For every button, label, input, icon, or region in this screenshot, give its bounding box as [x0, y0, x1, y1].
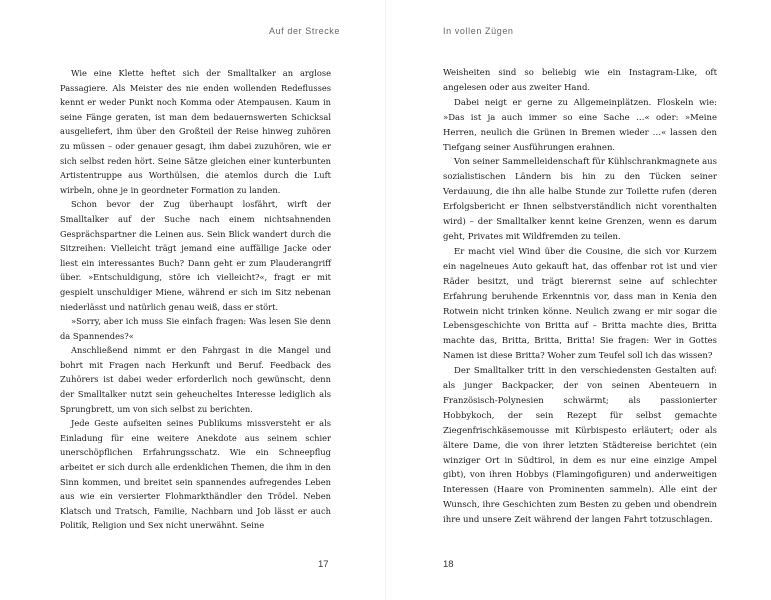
- page-number-right: 18: [443, 559, 454, 570]
- paragraph: Anschließend nimmt er den Fahrgast in die Mangel und bohrt mit Fragen nach Herkunft und Beruf. Feedback des Zuhörers ist dabei weder erforderlich noch gewünscht, denn der Smalltalker nutzt sein geheucheltes Interesse lediglich als Sprungbrett, um von sich selbst zu berichten.: [60, 345, 331, 414]
- paragraph: Schon bevor der Zug überhaupt losfährt, wirft der Smalltalker auf der Suche nach einem nichtsahnenden Gesprächspartner die Leinen aus. Sein Blick wandert durch die Sitzreihen: Vielleicht trägt jemand eine auffällige Jacke oder liest ein interessantes Buch? Dann geht er zum Plauderangriff über. »Entschuldigung, störe ich vielleicht?«, fragt er mit gespielt unschuldiger Miene, während er sich im Sitz nebenan niederlässt und natürlich genau weiß, dass er stört.: [60, 199, 331, 312]
- paragraph: Er macht viel Wind über die Cousine, die sich vor Kurzem ein nagelneues Auto gekauft hat, das offenbar rot ist und vier Räder besitzt, und trägt bierernst seine auf schlechter Erfahrung beruhende Erkenntnis vor, dass man in Kenia den Rotwein nicht trinken könne. Neulich zwang er mir sogar die Lebensgeschichte von Britta auf – Britta machte dies, Britta machte das, Britta, Britta, Britta! Sie fragen: Wer in Gottes Namen ist diese Britta? Woher zum Teufel soll ich das wissen?: [443, 246, 717, 362]
- paragraph: Der Smalltalker tritt in den verschiedensten Gestalten auf: als junger Backpacker, der von seinen Abenteuern in Französisch-Polynesien schwärmt; als passionierter Hobbykoch, der sein Rezept für selbst gemachte Ziegenfrischkäsemousse mit Kürbispesto erläutert; oder als ältere Dame, die von ihrer letzten Städtereise berichtet (ein winziger Ort in Südtirol, in dem es nur eine einzige Ampel gibt), von ihren Hobbys (Flamingofiguren) und anderweitigen Interessen (Haare von Prominenten sammeln). Alle eint der Wunsch, ihre Geschichten zum Besten zu geben und obendrein ihre und unsere Zeit während der langen Fahrt totzuschlagen.: [443, 366, 717, 526]
- page-number-left: 17: [318, 559, 329, 570]
- paragraph: Von seiner Sammelleidenschaft für Kühlschrankmagnete aus sozialistischen Ländern bis hin zu den Tücken seiner Verdauung, die ihn alle halbe Stunde zur Toilette rufen (deren Erfolgsbericht er Ihnen selbstverständlich nicht vorenthalten wird) – der Smalltalker kennt keine Grenzen, wenn es darum geht, Privates mit Wildfremden zu teilen.: [443, 157, 717, 242]
- left-page: [0, 0, 385, 600]
- left-page-text: [60, 66, 331, 533]
- paragraph: Weisheiten sind so beliebig wie ein Instagram-Like, oft angelesen oder aus zweiter Hand.: [443, 68, 717, 93]
- right-page-text: [443, 66, 717, 528]
- running-head-right: In vollen Zügen: [443, 26, 514, 36]
- right-page: [386, 0, 771, 600]
- paragraph: Wie eine Klette heftet sich der Smalltalker an arglose Passagiere. Als Meister des nie enden wollenden Redeflusses kennt er weder Punkt noch Komma oder Atempausen. Kaum in seine Fänge geraten, ist man dem bedauernswerten Schicksal ausgeliefert, ihm über den Großteil der Reise hinweg zuhören zu müssen – oder genauer gesagt, ihm dabei zuzuhören, wie er sich selbst reden hört. Seine Sätze gleichen einer kunterbunten Artistentruppe aus Worthülsen, die atemlos durch die Luft wirbeln, ohne je in geordneter Formation zu landen.: [60, 68, 331, 195]
- paragraph: »Sorry, aber ich muss Sie einfach fragen: Was lesen Sie denn da Spannendes?«: [60, 316, 331, 341]
- running-head-left: Auf der Strecke: [268, 26, 340, 36]
- paragraph: Jede Geste aufseiten seines Publikums missversteht er als Einladung für eine weitere Anekdote aus seinem schier unerschöpflichen Erfahrungsschatz. Wie ein Schneepflug arbeitet er sich durch alle erdenklichen Themen, die ihm in den Sinn kommen, und breitet sein spannendes aufregendes Leben aus wie ein versierter Flohmarkthändler den Trödel. Neben Klatsch und Tratsch, Familie, Nachbarn und Job lässt er auch Politik, Religion und Sex nicht unerwähnt. Seine: [60, 418, 331, 531]
- paragraph: Dabei neigt er gerne zu Allgemeinplätzen. Floskeln wie: »Das ist ja auch immer so eine Sache …« oder: »Meine Herren, neulich die Grünen in Bremen wieder …« lassen den Tiefgang seiner Ausführungen erahnen.: [443, 97, 717, 153]
